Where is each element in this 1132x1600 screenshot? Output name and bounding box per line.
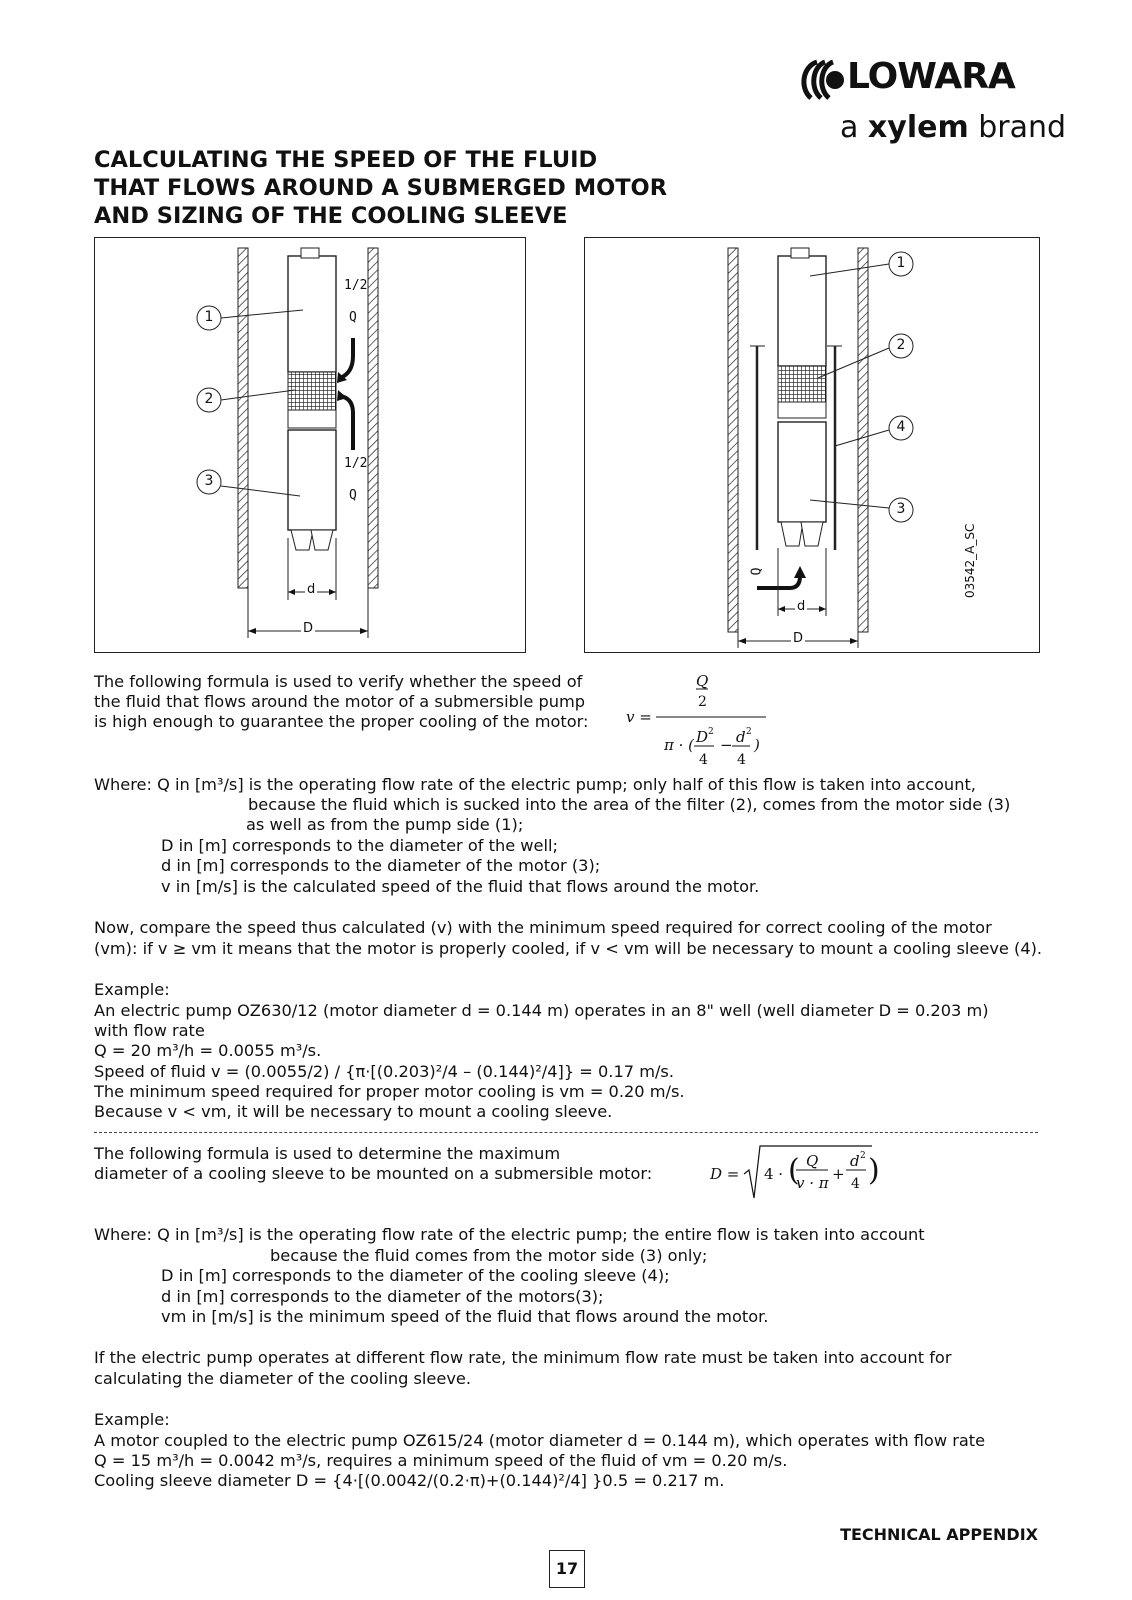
- svg-text:π · (: π · (: [664, 736, 695, 754]
- example-line: Example:: [94, 980, 170, 999]
- lowara-logo: [795, 54, 1067, 154]
- callout-2: 2: [204, 391, 214, 407]
- note-line: If the electric pump operates at different flow rate, the minimum flow rate must be taken into account for: [94, 1348, 952, 1367]
- svg-text:4: 4: [737, 752, 746, 768]
- where-line: vm in [m/s] is the minimum speed of the fluid that flows around the motor.: [161, 1307, 769, 1326]
- intro-line: The following formula is used to verify whether the speed of: [94, 672, 583, 691]
- flow-q-bottom: Q: [349, 488, 357, 503]
- dimension-d: d: [797, 599, 806, 614]
- svg-text:2: 2: [746, 727, 752, 737]
- title-line: AND SIZING OF THE COOLING SLEEVE: [94, 203, 568, 229]
- svg-text:4: 4: [851, 1176, 860, 1192]
- svg-text:(: (: [788, 1153, 800, 1188]
- callout-3: 3: [896, 501, 906, 517]
- example-line: Example:: [94, 1410, 170, 1429]
- lowara-swirl-icon: [795, 58, 845, 102]
- svg-text:−: −: [720, 736, 733, 754]
- svg-text:Q: Q: [696, 672, 709, 690]
- example-line: An electric pump OZ630/12 (motor diameter d = 0.144 m) operates in an 8" well (well diameter D = 0.203 m): [94, 1001, 989, 1020]
- svg-text:v · π: v · π: [796, 1174, 829, 1192]
- flow-fraction-top: 1/2: [344, 278, 368, 293]
- svg-text:): ): [868, 1153, 880, 1188]
- flow-q-label: Q: [749, 567, 765, 576]
- where-line: D in [m] corresponds to the diameter of the cooling sleeve (4);: [161, 1266, 670, 1285]
- svg-text:Q: Q: [806, 1152, 819, 1170]
- intro-line: is high enough to guarantee the proper cooling of the motor:: [94, 712, 589, 731]
- figure-with-sleeve: [584, 237, 1040, 653]
- example-line: Cooling sleeve diameter D = {4·[(0.0042/(0.2·π)+(0.144)²/4] }0.5 = 0.217 m.: [94, 1471, 725, 1490]
- svg-text:2: 2: [860, 1151, 866, 1161]
- svg-text:v =: v =: [626, 708, 652, 726]
- where-line: Where: Q in [m³/s] is the operating flow rate of the electric pump; the entire flow is taken into account: [94, 1225, 925, 1244]
- speed-formula: [626, 672, 776, 772]
- where-line: v in [m/s] is the calculated speed of the fluid that flows around the motor.: [161, 877, 760, 896]
- dimension-D: D: [793, 631, 804, 646]
- logo-wordmark: LOWARA: [847, 56, 1015, 97]
- callout-3: 3: [204, 473, 214, 489]
- section-footer: TECHNICAL APPENDIX: [840, 1525, 1038, 1544]
- callout-4: 4: [896, 419, 906, 435]
- example-line: Because v < vm, it will be necessary to mount a cooling sleeve.: [94, 1102, 613, 1121]
- svg-text:2: 2: [708, 727, 714, 737]
- svg-text:+: +: [832, 1165, 845, 1183]
- flow-q-top: Q: [349, 310, 357, 325]
- page-number: 17: [549, 1550, 585, 1588]
- callout-1: 1: [896, 255, 906, 271]
- svg-text:d: d: [850, 1152, 860, 1170]
- intro-line: diameter of a cooling sleeve to be mounted on a submersible motor:: [94, 1164, 653, 1183]
- callout-1: 1: [204, 309, 214, 325]
- where-line: d in [m] corresponds to the diameter of the motor (3);: [161, 856, 601, 875]
- section-divider: [94, 1132, 1038, 1133]
- where-line: because the fluid which is sucked into the area of the filter (2), comes from the motor side (3): [248, 795, 1011, 814]
- page-title: [94, 146, 667, 230]
- svg-text:): ): [754, 736, 760, 754]
- where-line: Where: Q in [m³/s] is the operating flow rate of the electric pump; only half of this flow is taken into account,: [94, 775, 976, 794]
- intro-line: The following formula is used to determine the maximum: [94, 1144, 561, 1163]
- svg-text:D =: D =: [710, 1165, 740, 1183]
- where-line: as well as from the pump side (1);: [246, 815, 524, 834]
- where-line: because the fluid comes from the motor side (3) only;: [270, 1246, 708, 1265]
- example-line: A motor coupled to the electric pump OZ615/24 (motor diameter d = 0.144 m), which operates with flow rate: [94, 1431, 986, 1450]
- drawing-code: 03542_A_SC: [963, 523, 977, 598]
- svg-text:2: 2: [698, 694, 707, 710]
- dimension-D: D: [303, 621, 314, 636]
- callout-2: 2: [896, 337, 906, 353]
- brand-tagline: a xylem brand: [840, 110, 1067, 145]
- example-line: Q = 20 m³/h = 0.0055 m³/s.: [94, 1041, 322, 1060]
- where-line: D in [m] corresponds to the diameter of the well;: [161, 836, 558, 855]
- svg-text:D: D: [696, 728, 709, 746]
- intro-line: the fluid that flows around the motor of a submersible pump: [94, 692, 586, 711]
- svg-text:d: d: [736, 728, 746, 746]
- figure-without-sleeve: [94, 237, 526, 653]
- flow-fraction-bottom: 1/2: [344, 456, 368, 471]
- svg-text:4 ·: 4 ·: [764, 1165, 784, 1183]
- sleeve-diameter-formula: [710, 1142, 880, 1204]
- where-line: d in [m] corresponds to the diameter of the motors(3);: [161, 1287, 604, 1306]
- title-line: THAT FLOWS AROUND A SUBMERGED MOTOR: [94, 175, 668, 201]
- example-line: The minimum speed required for proper motor cooling is vm = 0.20 m/s.: [94, 1082, 685, 1101]
- title-line: CALCULATING THE SPEED OF THE FLUID: [94, 147, 598, 173]
- example-line: with flow rate: [94, 1021, 205, 1040]
- example-line: Speed of fluid v = (0.0055/2) / {π·[(0.203)²/4 – (0.144)²/4]} = 0.17 m/s.: [94, 1062, 674, 1081]
- compare-line: Now, compare the speed thus calculated (v) with the minimum speed required for correct cooling of the motor: [94, 918, 992, 937]
- dimension-d: d: [307, 582, 316, 597]
- note-line: calculating the diameter of the cooling sleeve.: [94, 1369, 472, 1388]
- example-line: Q = 15 m³/h = 0.0042 m³/s, requires a minimum speed of the fluid of vm = 0.20 m/s.: [94, 1451, 788, 1470]
- compare-line: (vm): if v ≥ vm it means that the motor is properly cooled, if v < vm will be necessary to mount a cooling sleeve (4).: [94, 939, 1043, 958]
- svg-text:4: 4: [699, 752, 708, 768]
